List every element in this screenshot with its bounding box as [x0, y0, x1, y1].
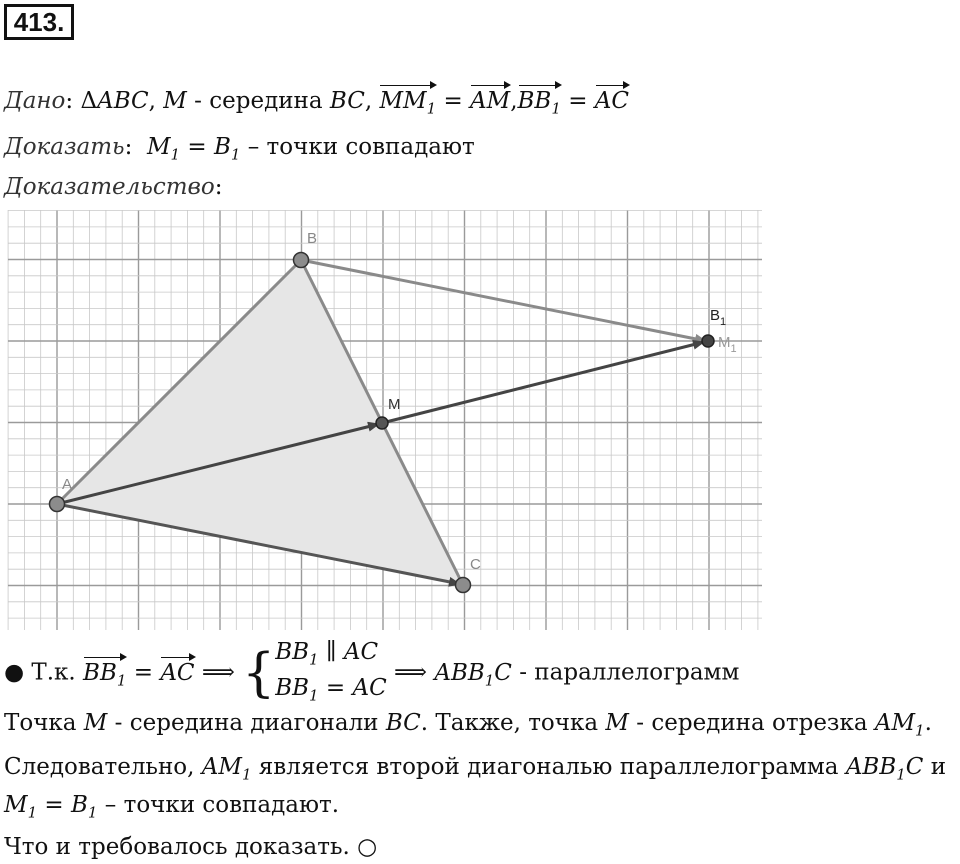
comma-3: ,: [510, 88, 518, 114]
point-c: [456, 578, 471, 593]
label-a: A: [62, 476, 73, 493]
conclusion: Что и требовалось доказать. ○: [4, 834, 378, 860]
delta-sign: Δ: [80, 88, 98, 114]
point-m: M: [163, 88, 187, 114]
system-brace: {: [242, 643, 276, 704]
parallelogram-name: $ABB_1C$: [434, 659, 512, 690]
since-text: Т.к.: [24, 659, 84, 686]
step1-vector-bb1: $BB_1$: [83, 659, 127, 690]
vector-mm1: $MM_1$: [379, 88, 437, 118]
label-b1: $B_1$: [710, 307, 727, 328]
comma-2: ,: [364, 88, 373, 114]
step1-vector-ac: AC: [160, 659, 195, 686]
step1-line: [4, 638, 739, 709]
vector-mm1-arrow: [382, 342, 704, 423]
implies-2: ⟹: [386, 659, 435, 686]
label-b: B: [307, 230, 318, 247]
bullet: ●: [4, 659, 25, 686]
equation-system: $BB_1$ ∥ AC $BB_1$ = AC: [275, 639, 387, 705]
point-b1-m1: [702, 335, 714, 347]
vector-bb1: $BB_1$: [517, 88, 561, 118]
prove-equals: =: [180, 134, 214, 160]
given-colon: :: [65, 88, 74, 114]
given-heading: Дано: [4, 88, 66, 114]
label-m1: $M_1$: [718, 334, 737, 355]
equals-2: =: [560, 88, 595, 114]
problem-number: 413.: [4, 4, 74, 40]
point-b: [294, 253, 309, 268]
label-c: C: [470, 556, 481, 573]
vector-am: AM: [470, 88, 511, 114]
vector-ac: AC: [594, 88, 630, 114]
label-m: M: [388, 396, 401, 413]
para-line-1: Точка M - середина диагонали BC. Также, точка M - середина отрезка $AM_1$.: [4, 710, 932, 740]
parallelogram-text: - параллелограмм: [511, 659, 740, 686]
para-line-3: $M_1 = B_1$ – точки совпадают.: [4, 792, 340, 822]
implies-1: ⟹: [194, 659, 243, 686]
proof-heading: Доказательство: [4, 174, 215, 200]
proof-colon: :: [214, 174, 223, 200]
midpoint-text: - середина: [186, 88, 330, 114]
step1-equals: =: [126, 659, 161, 686]
para-line-4: [4, 834, 377, 860]
vector-bb1-arrow: [301, 260, 706, 341]
equals-1: =: [436, 88, 471, 114]
prove-m1: $M_1$: [146, 134, 181, 164]
comma-1: ,: [148, 88, 156, 114]
prove-heading: Доказать: [4, 134, 125, 160]
side-bc: BC: [329, 88, 365, 114]
prove-colon: :: [124, 134, 133, 160]
prove-b1: $B_1$: [213, 134, 241, 164]
point-a: [50, 497, 65, 512]
prove-tail: – точки совпадают: [240, 134, 475, 160]
point-m: [376, 417, 388, 429]
triangle-name: ABC: [97, 88, 149, 114]
para-line-2: Следовательно, $AM_1$ является второй диагональю параллелограмма $ABB_1C$ и: [4, 754, 947, 784]
